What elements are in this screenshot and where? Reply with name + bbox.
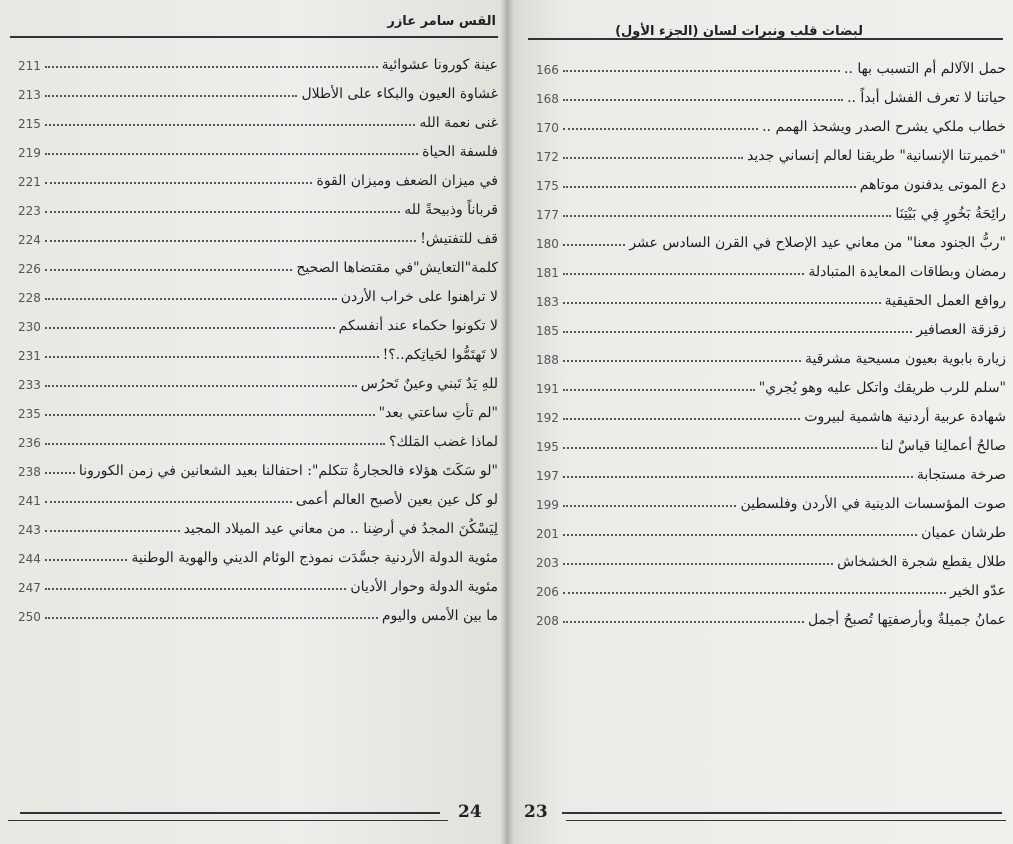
toc-entry-page: 175 — [536, 179, 559, 193]
toc-entry-page: 230 — [18, 320, 41, 334]
dot-leader — [45, 182, 313, 184]
toc-entry-title: رائِحَةُ بَخُورٍ فِي بَيْتِنَا — [895, 206, 1006, 222]
dot-leader — [563, 563, 833, 565]
toc-entry-page: 203 — [536, 556, 559, 570]
dot-leader — [45, 530, 180, 532]
toc-entry-page: 168 — [536, 92, 559, 106]
toc-entry — [536, 224, 1006, 253]
dot-leader — [563, 360, 801, 362]
toc-entry — [18, 423, 498, 452]
toc-entry-page: 250 — [18, 610, 41, 624]
toc-entry-title: كلمة"التعايش"في مقتضاها الصحيح — [296, 260, 498, 276]
toc-entry-page: 224 — [18, 233, 41, 247]
dot-leader — [563, 592, 946, 594]
toc-entry-title: صالحُ أعمالِنا قياسٌ لنا — [880, 438, 1006, 454]
toc-entry-title: زقزقة العصافير — [916, 322, 1006, 338]
toc-entry — [18, 307, 498, 336]
toc-entry-page: 185 — [536, 324, 559, 338]
toc-entry-title: حياتنا لا تعرف الفشل أبداً .. — [847, 90, 1006, 106]
toc-entry — [536, 572, 1006, 601]
toc-entry-title: للهِ يَدٌ تَبني وعينٌ تَحرُس — [360, 376, 498, 392]
toc-entry — [536, 601, 1006, 630]
dot-leader — [45, 617, 378, 619]
toc-entry-page: 213 — [18, 88, 41, 102]
toc-entry-page: 166 — [536, 63, 559, 77]
toc-entry-title: زيارة بابوية بعيون مسيحية مشرقية — [804, 351, 1006, 367]
toc-entry — [536, 79, 1006, 108]
toc-entry-title: لماذا غضب المَلك؟ — [389, 434, 498, 450]
toc-entry-page: 199 — [536, 498, 559, 512]
toc-entry-title: صوت المؤسسات الدينية في الأردن وفلسطين — [740, 496, 1006, 512]
toc-entry-page: 231 — [18, 349, 41, 363]
dot-leader — [45, 501, 292, 503]
toc-entry-title: مئوية الدولة الأردنية جسَّدَت نموذج الوئام الديني والهوية الوطنية — [131, 550, 498, 566]
book-gutter — [500, 0, 514, 844]
dot-leader — [563, 505, 737, 507]
toc-entry-title: رمضان وبطاقات المعايدة المتبادلة — [808, 264, 1006, 280]
toc-entry — [18, 394, 498, 423]
dot-leader — [563, 186, 856, 188]
toc-entry-title: لو كل عين بعين لأصبح العالم أعمى — [295, 492, 498, 508]
dot-leader — [563, 418, 800, 420]
dot-leader — [563, 70, 840, 72]
toc-entry — [536, 195, 1006, 224]
toc-entry — [536, 311, 1006, 340]
toc-entry — [18, 365, 498, 394]
toc-entry-title: "ربُّ الجنود معنا" من معاني عيد الإصلاح في القرن السادس عشر — [629, 235, 1006, 251]
toc-entry-title: روافع العمل الحقيقية — [884, 293, 1006, 309]
toc-entry-page: 211 — [18, 59, 41, 73]
dot-leader — [45, 385, 357, 387]
dot-leader — [45, 588, 346, 590]
dot-leader — [563, 389, 755, 391]
toc-entry-page: 192 — [536, 411, 559, 425]
toc-entry-page: 243 — [18, 523, 41, 537]
toc-entry-page: 228 — [18, 291, 41, 305]
dot-leader — [45, 443, 385, 445]
toc-entry-title: "خميرتنا الإنسانية" طريقنا لعالم إنساني جديد — [747, 148, 1006, 164]
left-page — [0, 0, 506, 844]
toc-entry — [18, 104, 498, 133]
toc-entry-title: غنى نعمة الله — [419, 115, 498, 131]
toc-entry-title: "سلم للرب طريقك واتكل عليه وهو يُجري" — [758, 380, 1006, 396]
toc-entry-page: 226 — [18, 262, 41, 276]
toc-entry-page: 183 — [536, 295, 559, 309]
dot-leader — [45, 211, 400, 213]
toc-entry-page: 208 — [536, 614, 559, 628]
toc-entry-page: 181 — [536, 266, 559, 280]
toc-entry — [18, 133, 498, 162]
toc-entry — [536, 108, 1006, 137]
dot-leader — [45, 559, 127, 561]
dot-leader — [563, 534, 917, 536]
toc-entry — [18, 191, 498, 220]
toc-entry-title: قرباناً وذبيحةً لله — [404, 202, 498, 218]
toc-entry-page: 244 — [18, 552, 41, 566]
toc-entry-title: لا تكونوا حكماء عند أنفسكم — [338, 318, 498, 334]
dot-leader — [45, 298, 337, 300]
toc-entry-title: عدّو الخير — [949, 583, 1006, 599]
dot-leader — [563, 476, 913, 478]
left-header-text: القس سامر عازر — [387, 14, 496, 29]
dot-leader — [563, 157, 743, 159]
toc-entry-title: طرشان عميان — [921, 525, 1006, 541]
toc-entry-title: عمانُ جميلةٌ وبأرصفتِها تُصبحُ أجمل — [807, 612, 1006, 628]
right-page-header — [615, 20, 863, 39]
toc-entry-page: 235 — [18, 407, 41, 421]
toc-entry-title: قف للتفتيش! — [420, 231, 498, 247]
toc-entry — [536, 456, 1006, 485]
toc-entry — [536, 137, 1006, 166]
toc-entry-title: عينة كورونا عشوائية — [381, 57, 498, 73]
toc-entry-title: "لو سَكَتَ هؤلاء فالحجارةُ تتكلم": احتفالنا بعيد الشعانين في زمن الكورونا — [78, 463, 498, 479]
toc-entry-title: لا تراهنوا على خراب الأردن — [340, 289, 498, 305]
toc-entry-title: خطاب ملكي يشرح الصدر ويشحذ الهمم .. — [762, 119, 1006, 135]
toc-entry — [536, 369, 1006, 398]
dot-leader — [563, 331, 912, 333]
toc-entry-title: حمل الآلالم أم التسبب بها .. — [844, 61, 1006, 77]
right-footer-rule-2 — [566, 820, 1006, 821]
toc-entry-title: غشاوة العيون والبكاء على الأطلال — [301, 86, 498, 102]
dot-leader — [563, 215, 892, 217]
right-page — [506, 0, 1013, 844]
toc-entry-title: في ميزان الضعف وميزان القوة — [316, 173, 498, 189]
toc-entry-page: 223 — [18, 204, 41, 218]
toc-entry-title: لِيَسْكُنَ المجدُ في أرضِنا .. من معاني عيد الميلاد المجيد — [183, 521, 498, 537]
dot-leader — [45, 95, 298, 97]
toc-entry-page: 191 — [536, 382, 559, 396]
toc-entry — [18, 75, 498, 104]
toc-entry — [536, 166, 1006, 195]
toc-entry — [18, 568, 498, 597]
toc-entry — [536, 50, 1006, 79]
toc-entry-page: 206 — [536, 585, 559, 599]
toc-entry — [18, 452, 498, 481]
toc-entry-page: 177 — [536, 208, 559, 222]
toc-entry — [536, 514, 1006, 543]
toc-entry-page: 170 — [536, 121, 559, 135]
toc-entry-page: 188 — [536, 353, 559, 367]
toc-entry-title: فلسفة الحياة — [422, 144, 498, 160]
toc-entry-page: 233 — [18, 378, 41, 392]
dot-leader — [45, 66, 378, 68]
toc-entry-page: 219 — [18, 146, 41, 160]
toc-entry — [536, 427, 1006, 456]
dot-leader — [563, 273, 804, 275]
toc-entry — [536, 340, 1006, 369]
toc-entry — [18, 220, 498, 249]
toc-entry — [18, 162, 498, 191]
toc-entry-page: 195 — [536, 440, 559, 454]
toc-entry-page: 236 — [18, 436, 41, 450]
toc-entry-page: 241 — [18, 494, 41, 508]
right-header-text: لبضات قلب ونبرات لسان (الجزء الأول) — [615, 24, 863, 39]
left-page-header — [387, 10, 496, 29]
toc-entry-page: 201 — [536, 527, 559, 541]
toc-entry — [536, 398, 1006, 427]
toc-entry — [536, 543, 1006, 572]
toc-entry-title: دع الموتى يدفنون موتاهم — [859, 177, 1006, 193]
dot-leader — [563, 302, 881, 304]
left-page-number: 24 — [458, 802, 482, 822]
dot-leader — [563, 99, 843, 101]
toc-entry-page: 247 — [18, 581, 41, 595]
toc-entry-page: 197 — [536, 469, 559, 483]
toc-entry — [18, 597, 498, 626]
toc-entry-page: 180 — [536, 237, 559, 251]
left-header-rule — [10, 36, 498, 38]
right-page-number: 23 — [524, 802, 548, 822]
toc-entry-title: صرخة مستجابة — [916, 467, 1006, 483]
toc-entry-title: شهادة عربية أردنية هاشمية لبيروت — [804, 409, 1006, 425]
toc-entry — [536, 253, 1006, 282]
dot-leader — [45, 356, 379, 358]
toc-entry — [18, 510, 498, 539]
toc-entry — [536, 282, 1006, 311]
right-footer-rule — [562, 812, 1002, 814]
dot-leader — [45, 153, 418, 155]
right-toc — [536, 50, 1006, 630]
toc-entry-page: 172 — [536, 150, 559, 164]
toc-entry-page: 238 — [18, 465, 41, 479]
toc-entry-title: طلال يقطع شجرة الخشخاش — [837, 554, 1006, 570]
left-toc — [18, 46, 498, 626]
toc-entry-title: لا تَهتَمُّوا لحَياتِكم..؟! — [382, 347, 498, 363]
toc-entry — [18, 481, 498, 510]
toc-entry — [18, 336, 498, 365]
dot-leader — [563, 244, 625, 246]
toc-entry-title: ما بين الأمس واليوم — [381, 608, 498, 624]
left-footer-rule — [20, 812, 440, 814]
dot-leader — [563, 128, 758, 130]
dot-leader — [45, 124, 415, 126]
toc-entry — [18, 46, 498, 75]
toc-entry-page: 215 — [18, 117, 41, 131]
dot-leader — [45, 327, 335, 329]
dot-leader — [45, 414, 375, 416]
toc-entry — [18, 539, 498, 568]
toc-entry — [18, 249, 498, 278]
dot-leader — [563, 447, 877, 449]
toc-entry — [536, 485, 1006, 514]
toc-entry — [18, 278, 498, 307]
dot-leader — [563, 621, 804, 623]
dot-leader — [45, 472, 75, 474]
dot-leader — [45, 240, 416, 242]
right-header-rule — [528, 38, 1003, 40]
toc-entry-title: "لم تأتِ ساعتي بعد" — [378, 405, 498, 421]
dot-leader — [45, 269, 292, 271]
left-footer-rule-2 — [8, 820, 448, 821]
toc-entry-title: مئوية الدولة وحوار الأديان — [350, 579, 498, 595]
toc-entry-page: 221 — [18, 175, 41, 189]
